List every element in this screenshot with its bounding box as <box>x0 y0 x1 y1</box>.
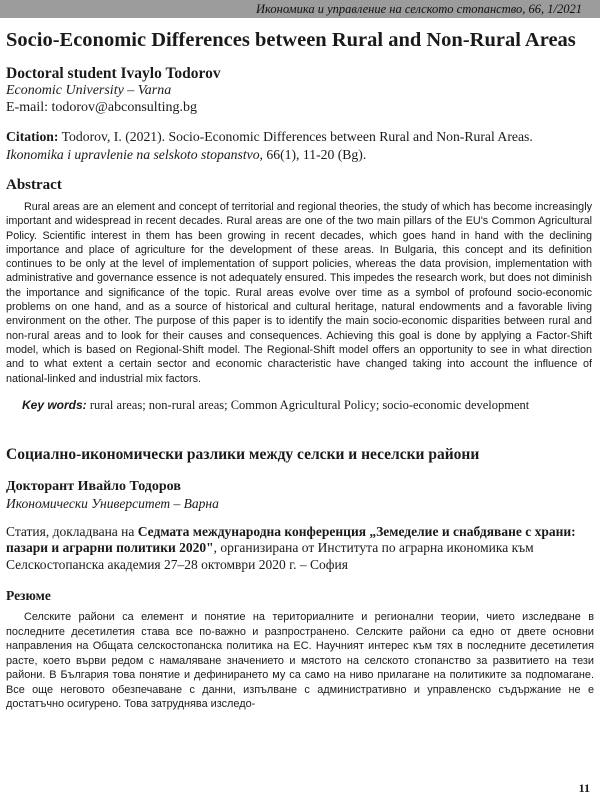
page-number: 11 <box>578 781 590 795</box>
author-block <box>6 65 600 116</box>
citation <box>6 128 591 164</box>
bg-author: Докторант Ивайло Тодоров <box>6 478 181 494</box>
bg-paper-prefix: Статия, докладвана на <box>6 523 135 539</box>
abstract-text: Rural areas are an element and concept of territorial and regional theories, the study of which has become increasingly important and widespread in recent decades. Rural areas are one of the two main pillars of the EU's Common Agricultural Policy. Scientific interest in them has been growing in recent decades, which goes hand in hand with the declining importance and place of agriculture for the development of these areas. In Bulgaria, this concept and its definition continues to be only at the level of implementation of support policies, whereas the data provision, implementation with administrative and governance essence is not adequately ensured. This impedes the research work, but does not diminish the importance and significance of the topic. Rural areas evolve over time as a symbol of profound socio-economic problems on one hand, and as a source of historical and cultural heritage, natural endowments and a favorable living environment on the other. The purpose of this paper is to identify the main socio-economic disparities between rural and non-rural areas and to look for their causes and consequences. Achieving this goal is done by applying a Factor-Shift model, which is based on Regional-Shift model. The Regional-Shift model offers an opportunity to see in what direction and to what extent a certain sector and economic characteristic have changed taking into account the influence of national-linked and industrial mix factors. <box>6 201 592 385</box>
author-affiliation: Economic University – Varna <box>6 83 172 98</box>
bg-title: Социално-икономически разлики между селски и неселски райони <box>6 445 480 463</box>
bg-conference-note <box>6 524 594 574</box>
journal-header: Икономика и управление на селското стопанство, 66, 1/2021 <box>0 0 600 18</box>
citation-text: Todorov, I. (2021). Socio-Economic Differences between Rural and Non-Rural Areas. <box>61 129 533 144</box>
citation-details: 66(1), 11-20 (Bg). <box>266 147 367 162</box>
author-name: Doctoral student Ivaylo Todorov <box>6 65 221 82</box>
citation-journal: Ikonomika i upravlenie na selskoto stopanstvo, <box>6 147 263 162</box>
keywords-label: Key words: <box>22 397 87 412</box>
bg-affiliation: Икономически Университет – Варна <box>6 495 219 511</box>
bg-summary-heading: Резюме <box>6 588 51 604</box>
article-content <box>0 28 600 712</box>
keywords-text: rural areas; non-rural areas; Common Agricultural Policy; socio-economic development <box>89 397 530 412</box>
bg-conference: Седмата международна конференция „Земеделие и снабдяване с храни: пазари и аграрни политики 2020" <box>6 523 576 556</box>
article-title: Socio-Economic Differences between Rural and Non-Rural Areas <box>6 29 576 51</box>
citation-label: Citation: <box>6 129 59 144</box>
author-email: E-mail: todorov@abconsulting.bg <box>6 100 197 115</box>
keywords <box>22 398 592 413</box>
bg-paper-suffix: , организирана от Института по аграрна икономика към Селскостопанска академия 27–28 октомври 2020 г. – София <box>6 540 534 572</box>
bg-summary-text: Селските райони са елемент и понятие на териториалните и регионални теории, чието изследване в последните десетилетия става все по-важно и разпространено. Селските райони са едно от двете основни направления на Общата селскостопанска политика на ЕС. Научният интерес към тях в последните десетилетия расте, което върви редом с намаляване значението и мястото на селското стопанство за развитието на тези райони. В България това понятие и дефинирането му са само на ниво прилагане на политиките за подпомагане. Все още неговото обезпечаване с данни, изпълване с административно и управленско съдържание не е достатъчно осигурено. Това затруднява изследо- <box>6 611 594 711</box>
abstract-heading: Abstract <box>6 177 62 193</box>
